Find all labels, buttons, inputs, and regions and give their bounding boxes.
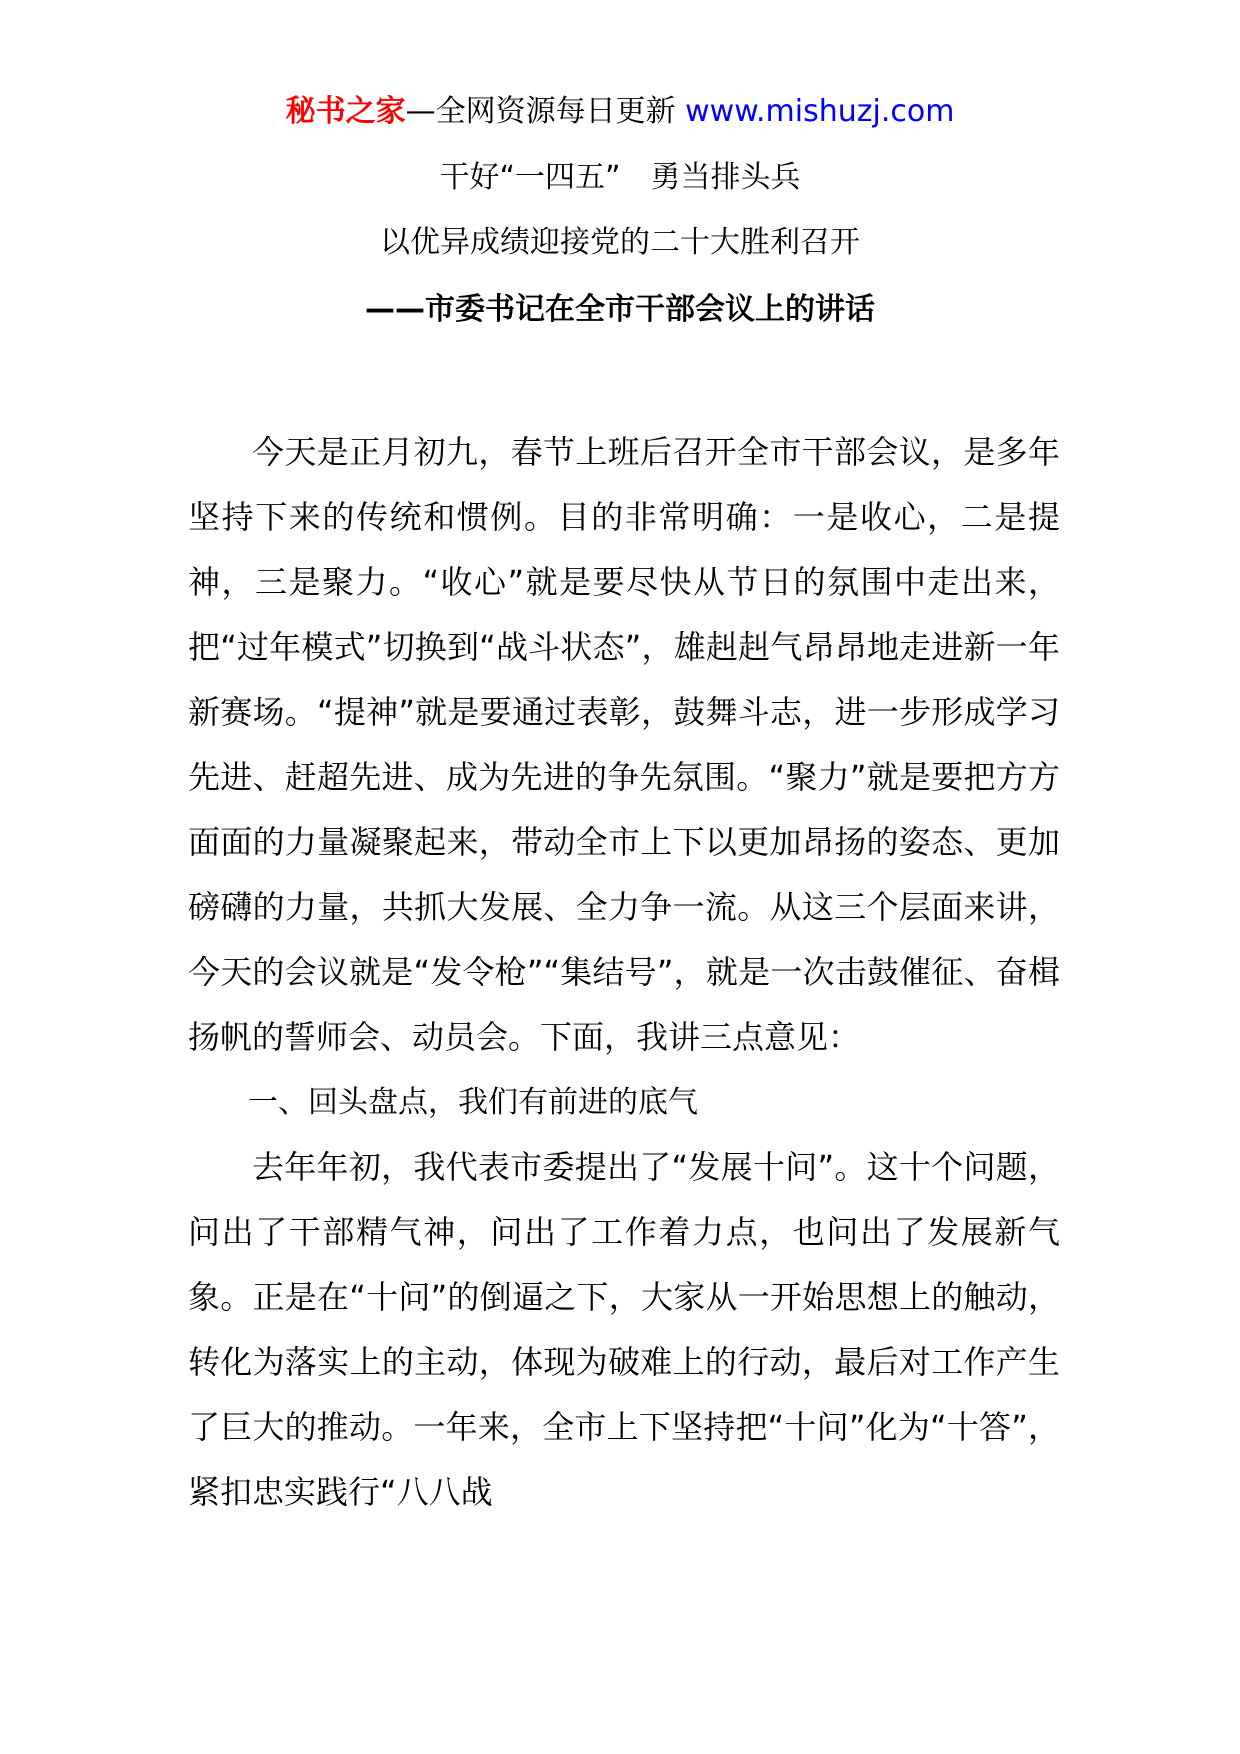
body-paragraph: 去年年初，我代表市委提出了“发展十问”。这十个问题，问出了干部精气神，问出了工作着力点，也问出了发展新气象。正是在“十问”的倒逼之下，大家从一开始思想上的触动，转化为落实上的主动，体现为破难上的行动，最后对工作产生了巨大的推动。一年来，全市上下坚持把“十问”化为“十答”，紧扣忠实践行“八八战 <box>188 1148 1060 1511</box>
site-brand: 秘书之家 <box>285 94 406 129</box>
section-heading: 一、回头盘点，我们有前进的底气 <box>248 1085 698 1120</box>
document-byline: ——市委书记在全市干部会议上的讲话 <box>365 292 875 327</box>
site-url-link[interactable]: www.mishuzj.com <box>685 94 955 129</box>
document-body <box>188 420 1060 1525</box>
document-title: 干好“一四五” 勇当排头兵 <box>439 160 801 195</box>
site-tagline: —全网资源每日更新 <box>405 94 686 129</box>
document-subtitle: 以优异成绩迎接党的二十大胜利召开 <box>380 225 860 260</box>
site-header <box>0 92 1240 132</box>
body-paragraph: 今天是正月初九，春节上班后召开全市干部会议，是多年坚持下来的传统和惯例。目的非常明确：一是收心，二是提神，三是聚力。“收心”就是要尽快从节日的氛围中走出来，把“过年模式”切换到“战斗状态”，雄赳赳气昂昂地走进新一年新赛场。“提神”就是要通过表彰，鼓舞斗志，进一步形成学习先进、赶超先进、成为先进的争先氛围。“聚力”就是要把方方面面的力量凝聚起来，带动全市上下以更加昂扬的姿态、更加磅礴的力量，共抓大发展、全力争一流。从这三个层面来讲，今天的会议就是“发令枪”“集结号”，就是一次击鼓催征、奋楫扬帆的誓师会、动员会。下面，我讲三点意见： <box>188 433 1060 1056</box>
